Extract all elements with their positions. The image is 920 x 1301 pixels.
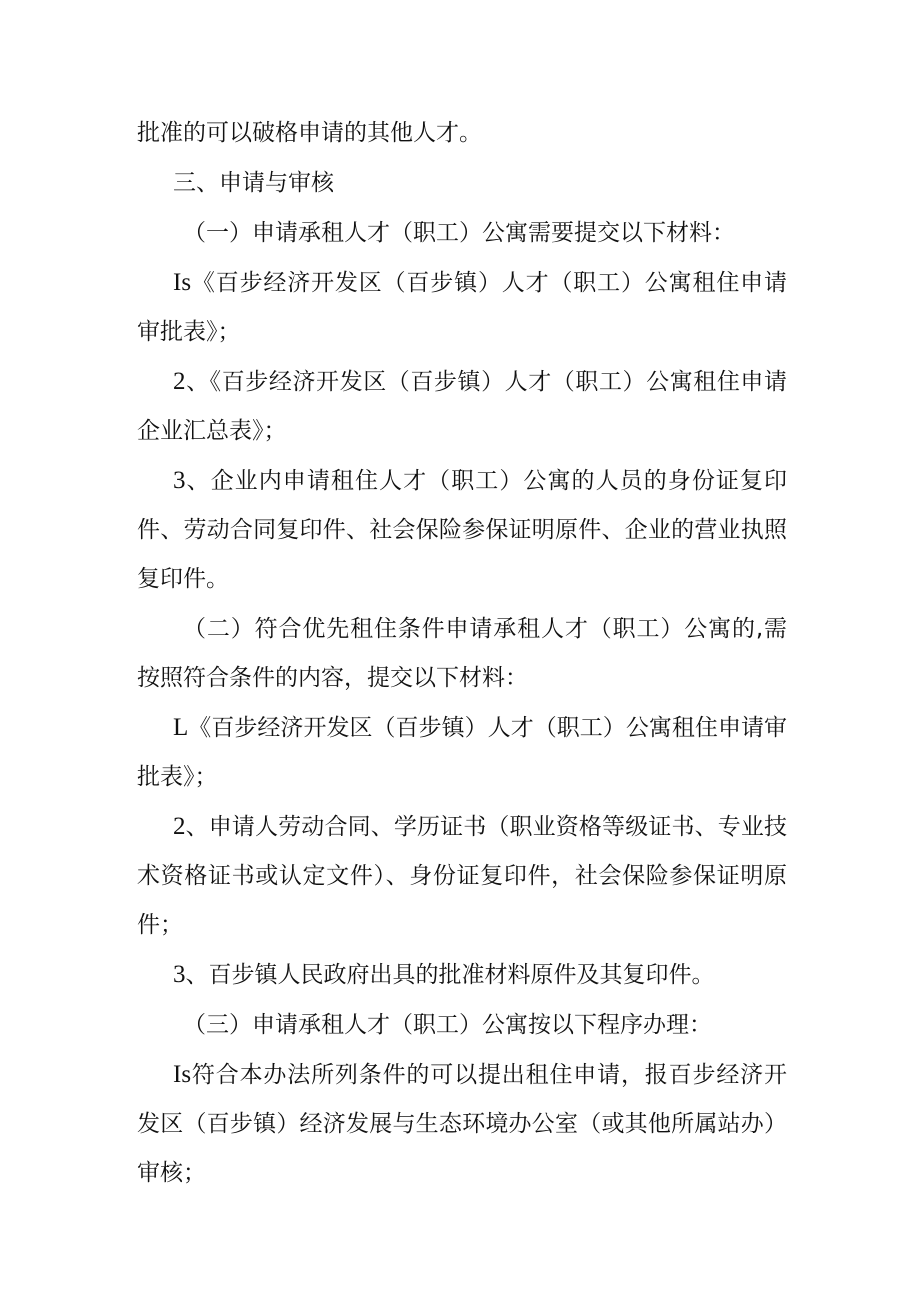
paragraph-lead: 3: [173, 961, 186, 988]
paragraph-text: （一）申请承租人才（职工）公寓需要提交以下材料：: [183, 220, 735, 246]
paragraph-text: 、百步镇人民政府出具的批准材料原件及其复印件。: [185, 962, 715, 988]
paragraph-text: 、申请人劳动合同、学历证书（职业资格等级证书、专业技术资格证书或认定文件）、身份证复印件，社会保险参保证明原件；: [137, 814, 787, 938]
section-heading: [137, 158, 787, 208]
paragraph-text: 三、申请与审核: [173, 170, 334, 196]
list-item: [137, 950, 787, 1000]
subsection-heading: [137, 1000, 787, 1050]
paragraph-lead: 3: [173, 467, 186, 494]
paragraph-lead: Is: [173, 1061, 192, 1088]
paragraph-text: 《百步经济开发区（百步镇）人才（职工）公寓租住申请审批表》；: [137, 270, 787, 345]
paragraph-text: （二）符合优先租住条件申请承租人才（职工）公寓的,需按照符合条件的内容，提交以下材料：: [137, 616, 787, 691]
paragraph-lead: L: [173, 714, 189, 741]
list-item: [137, 258, 787, 357]
paragraph-lead: Is: [173, 269, 192, 296]
list-item: [137, 456, 787, 604]
paragraph-continuation: [137, 108, 787, 158]
paragraph-lead: 2: [173, 813, 186, 840]
document-body: [137, 108, 787, 1198]
paragraph-text: 、企业内申请租住人才（职工）公寓的人员的身份证复印件、劳动合同复印件、社会保险参保证明原件、企业的营业执照复印件。: [137, 468, 787, 592]
list-item: [137, 357, 787, 456]
list-item: [137, 802, 787, 950]
paragraph-text: （三）申请承租人才（职工）公寓按以下程序办理：: [183, 1012, 712, 1038]
list-item: [137, 1050, 787, 1198]
paragraph-text: 批准的可以破格申请的其他人才。: [137, 120, 482, 146]
paragraph-lead: 2: [173, 368, 186, 395]
subsection-heading: [137, 208, 787, 258]
paragraph-text: 符合本办法所列条件的可以提出租住申请，报百步经济开发区（百步镇）经济发展与生态环境办公室（或其他所属站办）审核；: [137, 1062, 787, 1186]
paragraph-text: 《百步经济开发区（百步镇）人才（职工）公寓租住申请审批表》；: [137, 715, 787, 790]
paragraph-text: 、《百步经济开发区（百步镇）人才（职工）公寓租住申请企业汇总表》；: [137, 369, 787, 444]
list-item: [137, 703, 787, 802]
subsection-heading: [137, 604, 787, 703]
